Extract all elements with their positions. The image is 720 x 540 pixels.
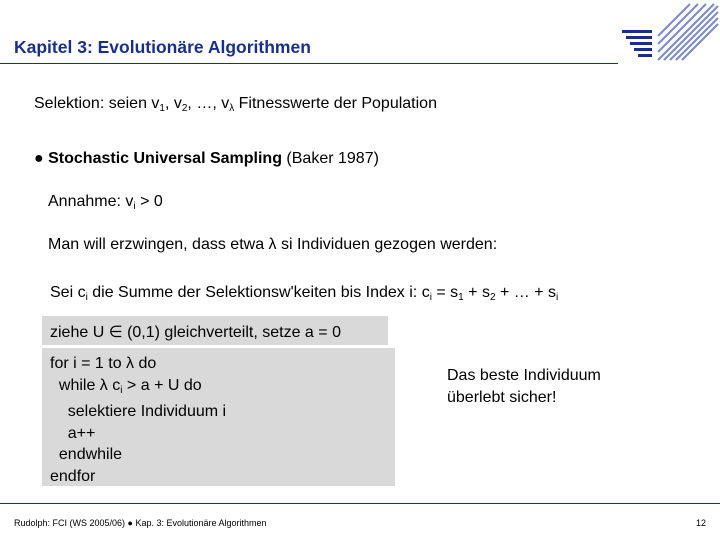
init-line: ziehe U ∈ (0,1) gleichverteilt, setze a = 0: [50, 324, 341, 341]
code-line: endwhile: [50, 446, 123, 463]
code-line: a++: [50, 424, 96, 442]
code-block: [50, 353, 226, 487]
code-line: endfor: [50, 467, 96, 485]
university-logo-icon: [618, 0, 720, 68]
code-line: selektiere Individuum i: [50, 403, 227, 420]
footer-rule: [0, 503, 720, 504]
definition-line: Sei $c_i$ die Summe der Selektionsw'keiten bis Index i: $c_i = s_1 + s_2$ + … + $s_i$: [50, 284, 559, 303]
method-line: [34, 150, 379, 168]
header-rule: [0, 63, 618, 64]
side-note: Das beste Individuum überlebt sicher!: [447, 367, 601, 406]
assumption-line: Annahme: $v_i > 0$: [48, 193, 163, 212]
method-reference: (Baker 1987): [281, 150, 379, 167]
slide-title: Kapitel 3: Evolutionäre Algorithmen: [14, 37, 311, 57]
goal-line: Man will erzwingen, dass etwa λ si Individuen gezogen werden:: [48, 236, 498, 253]
footer-text: Rudolph: FCI (WS 2005/06) ● Kap. 3: Evolutionäre Algorithmen: [14, 518, 267, 528]
bullet-icon: ●: [34, 150, 44, 167]
method-name: Stochastic Universal Sampling: [48, 150, 282, 167]
code-line: for i = 1 to λ do: [50, 355, 157, 372]
page-number: 12: [695, 518, 706, 528]
selection-line: Selektion: seien $v_1$, $v_2$, …, $v_\lambda$ Fitnesswerte der Population: [34, 95, 437, 114]
code-line: while λ $c_i > a + U$ do: [50, 376, 202, 396]
